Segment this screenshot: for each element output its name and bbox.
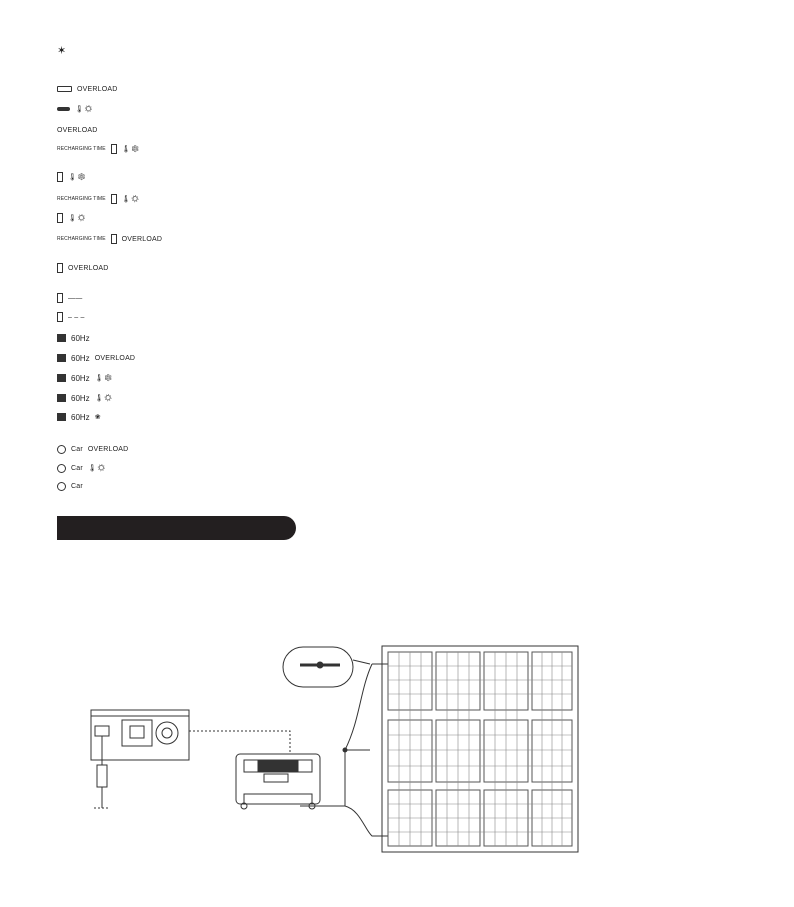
overload-label: OVERLOAD (121, 235, 163, 243)
recharging-time-label: RECHARGING TIME (57, 236, 106, 242)
solid-line-icon: —— (68, 294, 83, 302)
overload-label: OVERLOAD (77, 85, 118, 93)
frequency-label: 60Hz (71, 393, 90, 403)
overload-label: OVERLOAD (94, 354, 136, 362)
temperature-high-icon: 🌡☀ (121, 196, 140, 203)
ac-plug (97, 765, 107, 787)
ac-wall-outlet (91, 710, 189, 760)
car-label: Car (71, 445, 83, 453)
fan-icon: ❀ (94, 414, 101, 421)
recharging-time-label: RECHARGING TIME (57, 146, 106, 152)
temperature-low-icon: 🌡❄ (68, 174, 87, 181)
overload-label: OVERLOAD (57, 126, 98, 134)
overload-label: OVERLOAD (68, 264, 109, 272)
frequency-label: 60Hz (71, 412, 90, 422)
temperature-high-icon: 🌡☀ (87, 465, 107, 472)
car-label: Car (71, 482, 83, 490)
temperature-high-icon: 🌡☀ (75, 106, 94, 113)
dashed-line-icon: – – – (68, 313, 85, 321)
solar-panel-array (382, 646, 578, 852)
overload-label: OVERLOAD (87, 445, 129, 453)
mc4-connector-callout (283, 647, 370, 687)
frequency-label: 60Hz (71, 333, 90, 343)
star-icon: ✶ (57, 44, 67, 57)
car-label: Car (71, 464, 83, 472)
temperature-low-icon: 🌡❄ (121, 146, 140, 153)
frequency-label: 60Hz (71, 373, 90, 383)
power-station (236, 754, 320, 809)
temperature-high-icon: 🌡☀ (94, 395, 113, 402)
temperature-high-icon: 🌡☀ (68, 215, 87, 222)
temperature-low-icon: 🌡❄ (94, 375, 113, 382)
recharging-time-label: RECHARGING TIME (57, 196, 106, 202)
frequency-label: 60Hz (71, 353, 90, 363)
